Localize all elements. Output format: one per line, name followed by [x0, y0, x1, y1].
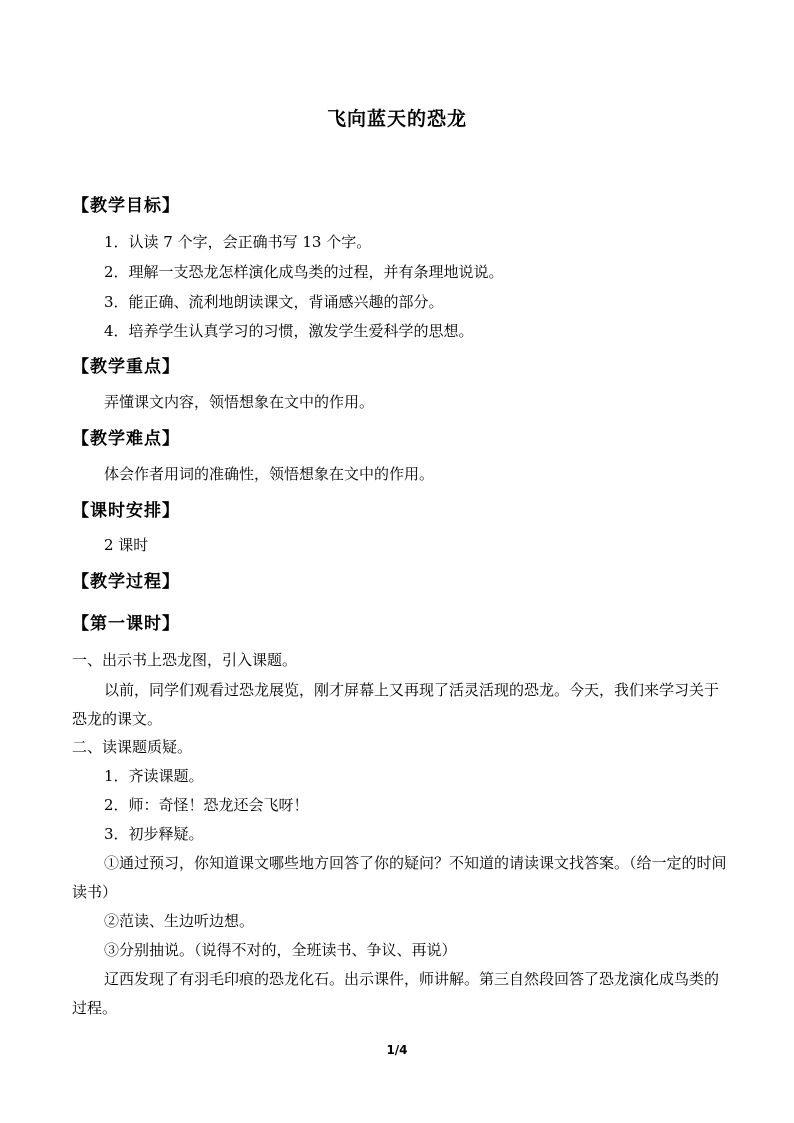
section-heading-process: 【教学过程】 — [72, 572, 180, 592]
page-title: 飞向蓝天的恐龙 — [326, 108, 467, 130]
section-heading-goals: 【教学目标】 — [72, 196, 180, 216]
closing-paragraph: 辽西发现了有羽毛印痕的恐龙化石。出示课件，师讲解。第三自然段回答了恐龙演化成鸟类的过程。 — [72, 970, 720, 1017]
schedule-text: 2 课时 — [104, 536, 149, 554]
sub-step-3: ③分别抽说。（说得不对的，全班读书、争议、再说） — [104, 941, 457, 959]
goal-item-2: 2．理解一支恐龙怎样演化成鸟类的过程，并有条理地说说。 — [104, 263, 504, 281]
goal-item-4: 4．培养学生认真学习的习惯，激发学生爱科学的思想。 — [104, 322, 474, 340]
section-heading-schedule: 【课时安排】 — [72, 501, 180, 521]
step2-item-3: 3．初步释疑。 — [104, 825, 204, 843]
goal-item-1: 1．认读 7 个字，会正确书写 13 个字。 — [104, 233, 372, 251]
section-heading-key-points: 【教学重点】 — [72, 357, 180, 377]
goal-item-3: 3．能正确、流利地朗读课文，背诵感兴趣的部分。 — [104, 293, 444, 311]
section-heading-difficulties: 【教学难点】 — [72, 429, 180, 449]
sub-step-1: ①通过预习，你知道课文哪些地方回答了你的疑问？不知道的请读课文找答案。（给一定的时间读书） — [72, 854, 727, 901]
key-points-text: 弄懂课文内容，领悟想象在文中的作用。 — [104, 393, 375, 411]
step2-item-2: 2．师：奇怪！恐龙还会飞呀！ — [104, 796, 309, 814]
page-number: 1/4 — [386, 1043, 408, 1057]
difficulties-text: 体会作者用词的准确性，领悟想象在文中的作用。 — [104, 465, 435, 483]
sub-step-2: ②范读、生边听边想。 — [104, 912, 255, 930]
step2-item-1: 1．齐读课题。 — [104, 767, 204, 785]
section-heading-lesson1: 【第一课时】 — [72, 614, 180, 634]
step2-title: 二、读课题质疑。 — [72, 738, 193, 756]
step1-paragraph: 以前，同学们观看过恐龙展览，刚才屏幕上又再现了活灵活现的恐龙。今天，我们来学习关于恐龙的课文。 — [72, 681, 720, 728]
step1-title: 一、出示书上恐龙图，引入课题。 — [72, 651, 298, 669]
